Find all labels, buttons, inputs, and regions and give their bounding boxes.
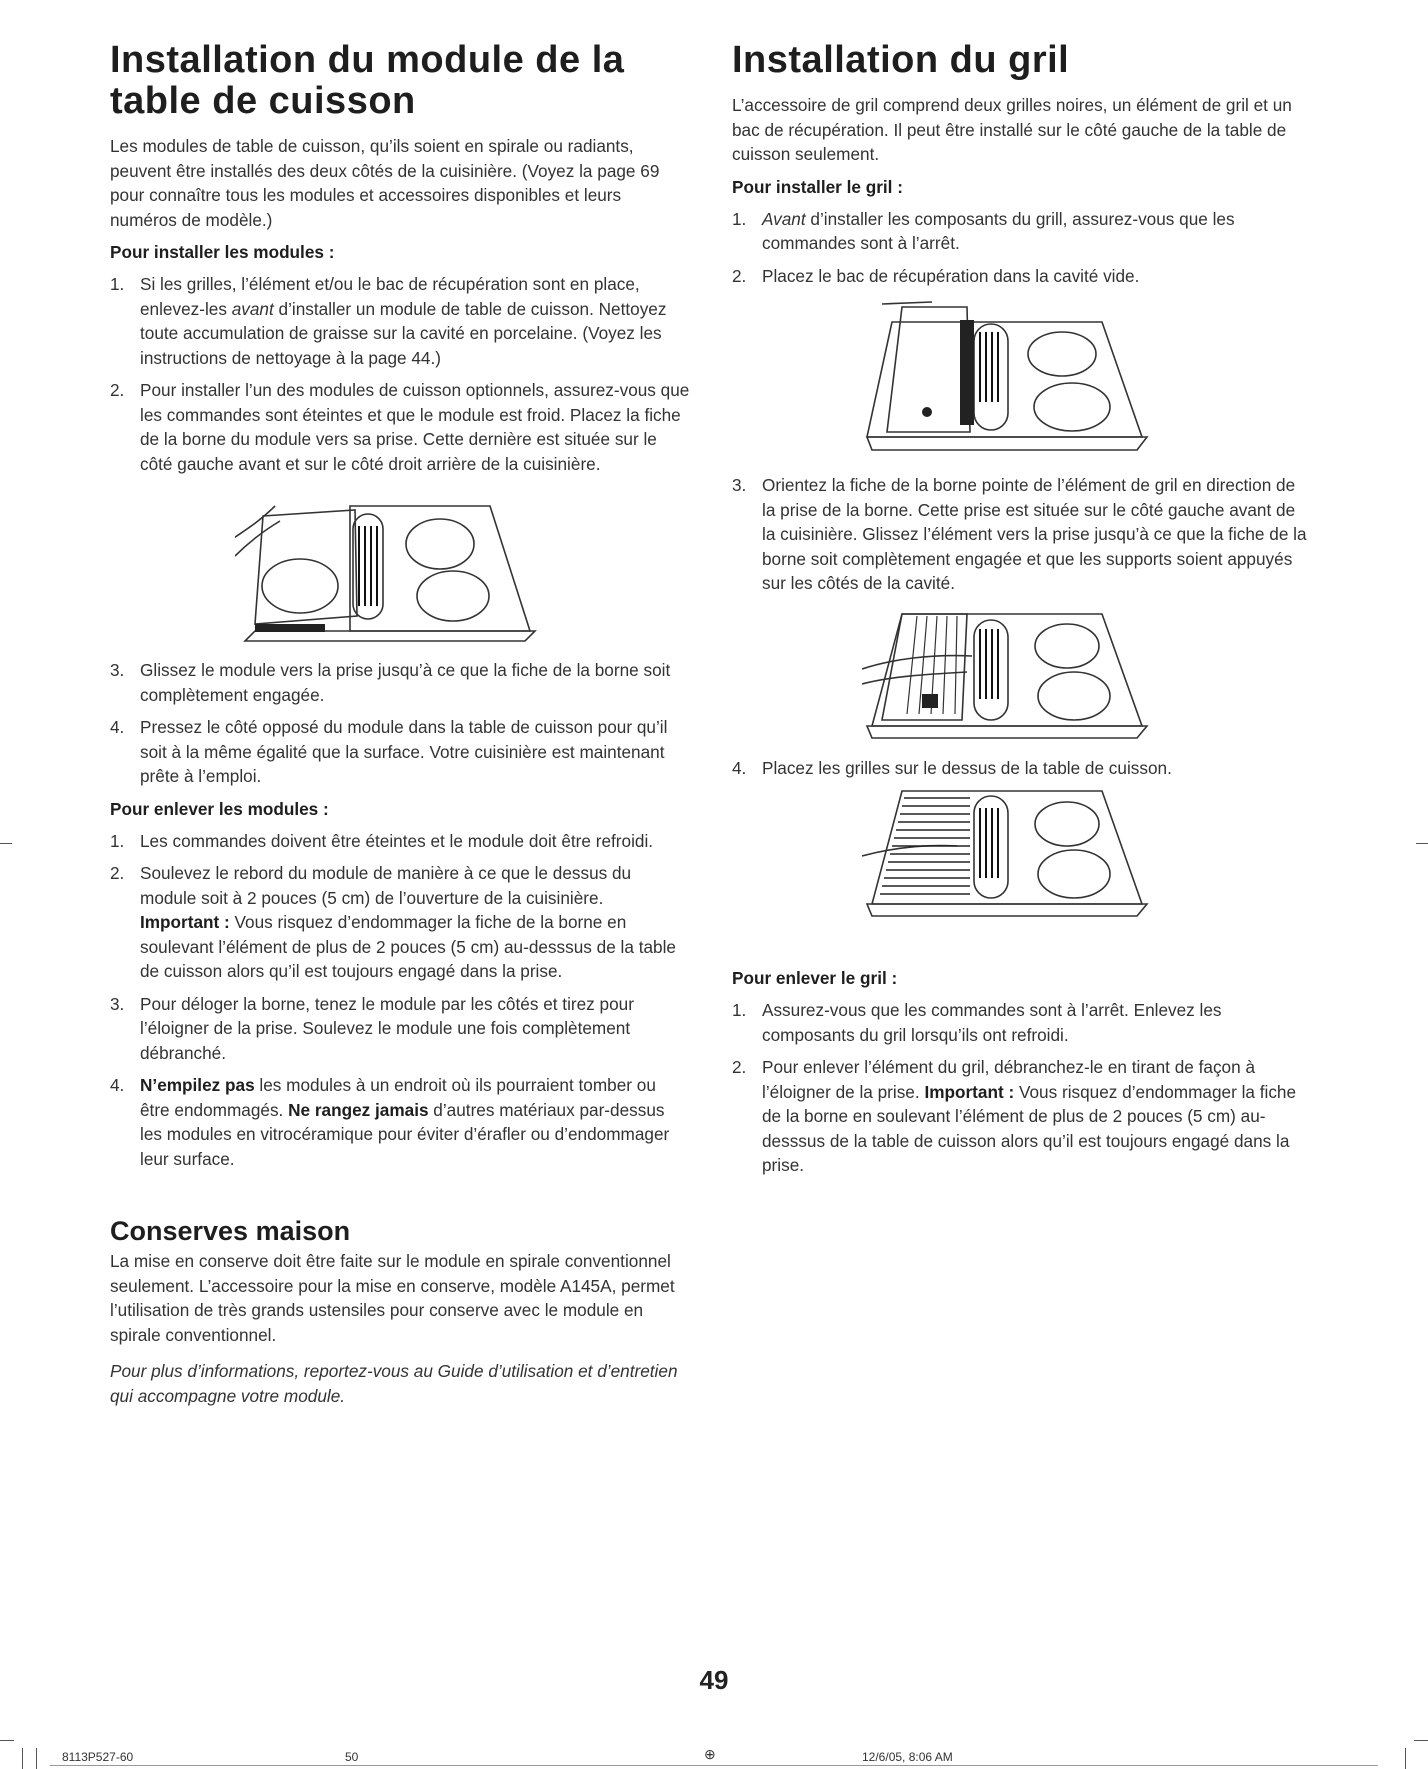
module-installation-title: Installation du module de la table de cuisson [110,39,625,122]
right-column [732,40,1312,1178]
list-item: 2. Pour enlever l’élément du gril, débranchez-le en tirant de façon à l’éloigner de la prise. Important : Vous risquez d’endommager la fiche de la borne en soulevant l’élément de plus de 2 pouces (5 cm) au-desssus de la table de cuisson alors qu’il est toujours engagé dans la prise. [732,1057,1297,1175]
list-item: 2. Pour installer l’un des modules de cuisson optionnels, assurez-vous que les commandes sont éteintes et que le module est froid. Placez la fiche de la borne du module vers sa prise. Cette dernière est située sur le côté gauche avant et sur le côté droit arrière de la cuisinière. [110,380,690,474]
crop-mark [1416,843,1428,844]
list-item: 1. Les commandes doivent être éteintes et le module doit être refroidi. [110,830,654,851]
crop-mark [36,1748,37,1769]
canning-title: Conserves maison [110,1216,351,1246]
install-grill-steps-final [732,756,1312,781]
list-item: 4. Pressez le côté opposé du module dans la table de cuisson pour qu’il soit à la même égalité que la surface. Votre cuisinière est maintenant prête à l’emploi. [110,717,668,786]
list-item: 2. Placez le bac de récupération dans la cavité vide. [732,265,1140,286]
module-install-illustration [235,496,555,646]
list-item: 4. Placez les grilles sur le dessus de la table de cuisson. [732,757,1172,778]
remove-modules-heading: Pour enlever les modules : [110,798,329,819]
install-modules-steps [110,272,690,476]
list-item: 1. Si les grilles, l’élément et/ou le bac de récupération sont en place, enlevez-les avant d’installer un module de table de cuisson. Nettoyez toute accumulation de graisse sur la cavité en porcelaine. (Voyez les instructions de nettoyage à la page 44.) [110,274,667,368]
crop-mark [0,843,12,844]
drip-pan-illustration [862,292,1152,457]
crop-mark [1414,1740,1428,1741]
grill-installation-title: Installation du gril [732,39,1070,81]
list-item: 3. Orientez la fiche de la borne pointe de l’élément de gril en direction de la prise de la borne. Cette prise est située sur le côté gauche avant de la cuisinière. Glissez l’élément vers la prise jusqu’à ce que la fiche de la borne soit complètement engagée et que les supports soient appuyés sur les côtés de la cavité. [732,475,1307,593]
list-item: 1. Assurez-vous que les commandes sont à l’arrêt. Enlevez les composants du gril lorsqu’ils ont refroidi. [732,1000,1222,1045]
list-item: 4. N’empilez pas les modules à un endroit où ils pourraient tomber ou être endommagés. Ne rangez jamais d’autres matériaux par-dessus les modules en vitrocéramique pour éviter d’érafler ou d’endommager leur surface. [110,1075,670,1169]
crop-mark [0,1740,14,1741]
grill-intro: L’accessoire de gril comprend deux grilles noires, un élément de gril et un bac de récupération. Il peut être installé sur le côté gauche de la table de cuisson seulement. [732,95,1292,164]
remove-grill-steps [732,998,1312,1178]
left-column [110,40,690,1408]
registration-mark-icon: ⊕ [704,1746,716,1762]
crop-mark [1405,1748,1406,1769]
install-modules-heading: Pour installer les modules : [110,242,335,262]
canning-note: Pour plus d’informations, reportez-vous au Guide d’utilisation et d’entretien qui accompagne votre module. [110,1361,678,1406]
footer-sheet: 50 [345,1750,359,1764]
remove-modules-steps [110,829,690,1172]
list-item: 1. Avant d’installer les composants du grill, assurez-vous que les commandes sont à l’arrêt. [732,208,1235,253]
list-item: 3. Glissez le module vers la prise jusqu’à ce que la fiche de la borne soit complètement engagée. [110,660,671,705]
install-grill-heading: Pour installer le gril : [732,176,903,197]
list-item: 3. Pour déloger la borne, tenez le module par les côtés et tirez pour l’éloigner de la prise. Soulevez le module une fois complètement débranché. [110,993,634,1063]
footer-code: 8113P527-60 [62,1750,134,1764]
crop-mark [22,1748,23,1769]
footer-rule [50,1765,1378,1766]
install-grill-steps-continued [732,473,1312,596]
canning-text: La mise en conserve doit être faite sur le module en spirale conventionnel seulement. L’accessoire pour la mise en conserve, modèle A145A, permet l’utilisation de très grands ustensiles pour conserve avec le module en spirale conventionnel. [110,1251,675,1345]
install-modules-steps-continued [110,658,690,789]
install-grill-steps [732,207,1312,289]
remove-grill-heading: Pour enlever le gril : [732,968,898,988]
module-intro: Les modules de table de cuisson, qu’ils soient en spirale ou radiants, peuvent être installés des deux côtés de la cuisinière. (Voyez la page 69 pour connaître tous les modules et accessoires disponibles et leurs numéros de modèle.) [110,136,660,230]
list-item: 2. Soulevez le rebord du module de manière à ce que le dessus du module soit à 2 pouces (5 cm) de l’ouverture de la cuisinière. Important : Vous risquez d’endommager la fiche de la borne en soulevant l’élément de plus de 2 pouces (5 cm) au-desssus de la table de cuisson alors qu’il est toujours engagé dans la prise. [110,863,676,981]
footer-timestamp: 12/6/05, 8:06 AM [862,1750,953,1764]
grill-grates-illustration [862,786,1152,926]
page-number: 49 [699,1665,729,1695]
grill-element-illustration [862,604,1152,744]
